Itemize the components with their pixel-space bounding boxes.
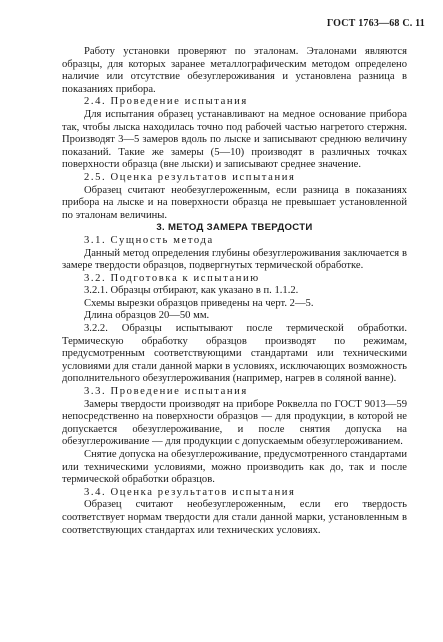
paragraph-method-essence: Данный метод определения глубины обезуглероживания заключается в замере твердости образцов, подвергнутых термической обработке.	[62, 247, 407, 272]
paragraph-cutting-schemes: Схемы вырезки образцов приведены на черт. 2—5.	[84, 297, 314, 309]
heading-3-4: 3.4. Оценка результатов испытания	[84, 486, 296, 498]
paragraph-hardness-measurement: Замеры твердости производят на приборе Роквелла по ГОСТ 9013—59 непосредственно на поверхности образцов — для продукции, в которой не допускается обезуглероживание, и после снятия допуска на обезуглероживание — для продукции с допускаемым обезуглероживанием.	[62, 398, 407, 448]
paragraph-3-2-1: 3.2.1. Образцы отбирают, как указано в п. 1.1.2.	[84, 285, 299, 297]
section-title-3: 3. МЕТОД ЗАМЕРА ТВЕРДОСТИ	[156, 222, 313, 234]
paragraph-3-2-2: 3.2.2. Образцы испытывают после термической обработки. Термическую обработку образцов производят по режимам, предусмотренным соответствующими стандартами или техническими условиями для стали данной марки в условиях, исключающих возможность дополнительного обезуглероживания (например, нагрев в соляной ванне).	[62, 323, 407, 385]
heading-3-1: 3.1. Сущность метода	[84, 234, 214, 246]
heading-2-5: 2.5. Оценка результатов испытания	[84, 171, 296, 183]
paragraph-result-evaluation: Образец считают необезуглероженным, если его твердость соответствует нормам твердости для стали данной марки, установленным в соответствующих стандартах или технических условиях.	[62, 499, 407, 536]
paragraph-allowance-removal: Снятие допуска на обезуглероживание, предусмотренного стандартами или техническими условиями, можно производить как до, так и после термической обработки образцов.	[62, 449, 407, 486]
page-header: ГОСТ 1763—68 С. 11	[326, 18, 425, 29]
heading-3-3: 3.3. Проведение испытания	[84, 386, 248, 398]
paragraph-evaluation: Образец считают необезуглероженным, если разница в показаниях прибора на лыске и на поверхности образца не превышает установленной по эталонам величины.	[62, 184, 407, 221]
heading-2-4: 2.4. Проведение испытания	[84, 96, 248, 108]
page-content	[62, 46, 407, 537]
paragraph-calibration: Работу установки проверяют по эталонам. Эталонами являются образцы, для которых заранее металлографическим методом определено наличие или отсутствие обезуглероживания и установлена разница в показаниях прибора.	[62, 46, 407, 95]
paragraph-sample-length: Длина образцов 20—50 мм.	[84, 310, 210, 322]
paragraph-test-procedure: Для испытания образец устанавливают на медное основание прибора так, чтобы лыска находилась точно под рабочей частью нагретого стержня. Производят 3—5 замеров вдоль по лыске и записывают среднюю величину показаний. Такие же замеры (5—10) производят в различных точках поверхности образца (вне лыски) и записывают среднее значение.	[62, 108, 407, 171]
heading-3-2: 3.2. Подготовка к испытанию	[84, 272, 260, 284]
